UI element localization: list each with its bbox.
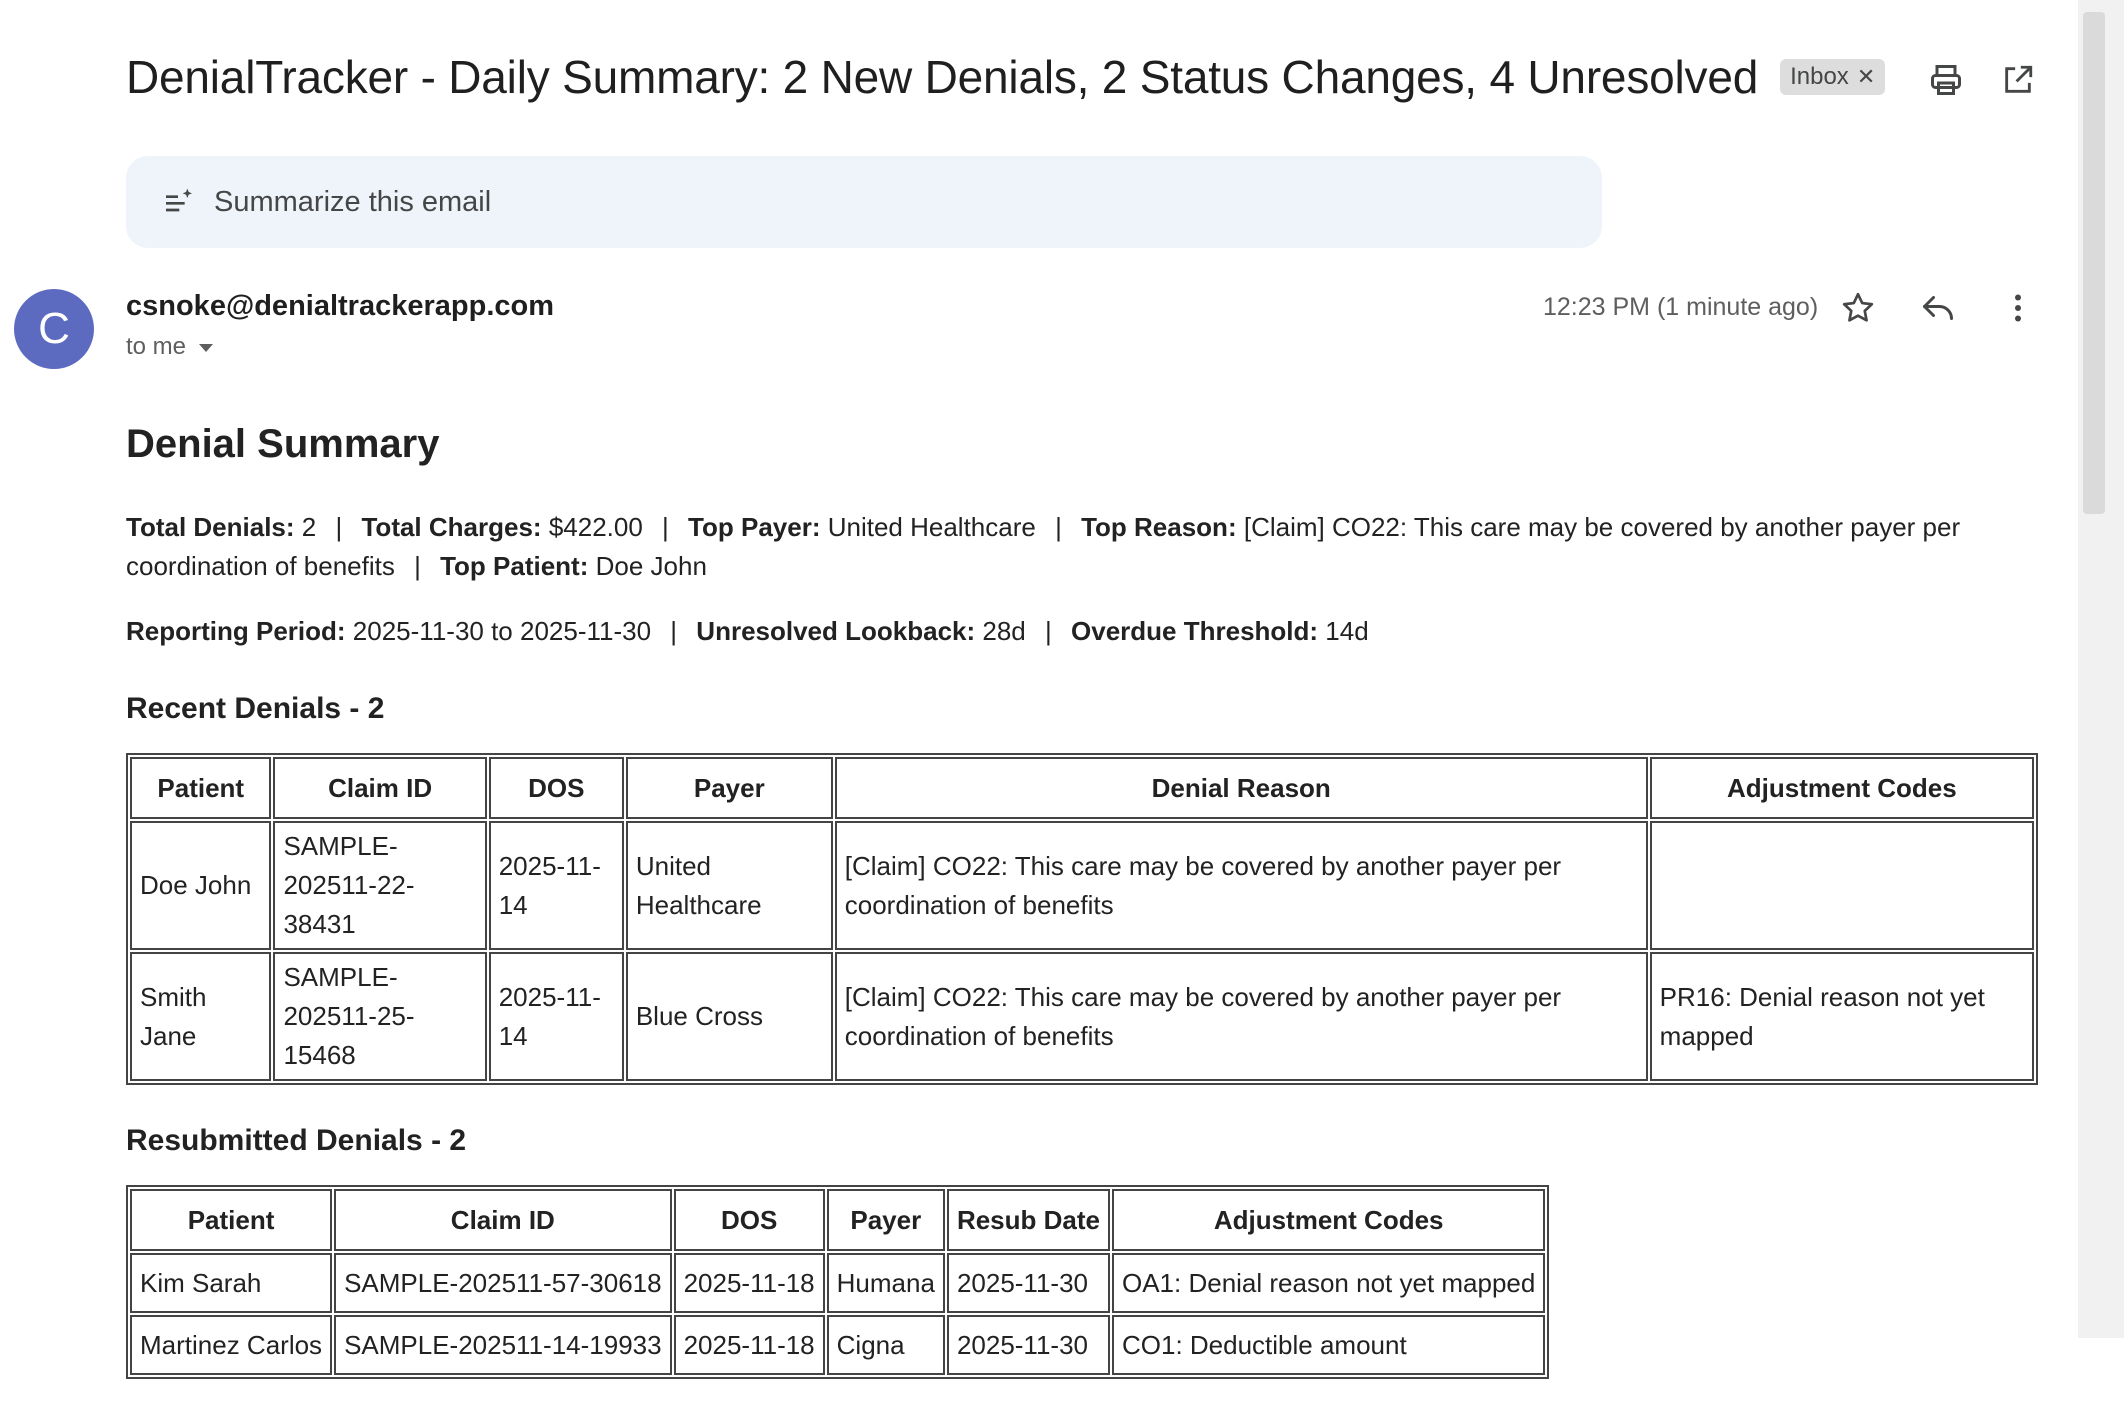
- overdue-threshold-value: 14d: [1325, 616, 1369, 646]
- table-cell: SAMPLE-202511-25-15468: [273, 952, 486, 1081]
- separator: |: [662, 512, 669, 542]
- star-outline-icon[interactable]: [1836, 286, 1880, 330]
- table-header-row: [130, 757, 2034, 819]
- separator: |: [670, 616, 678, 646]
- table-row: [130, 952, 2034, 1081]
- reporting-period-label: Reporting Period:: [126, 616, 346, 646]
- summary-stats: [126, 508, 2036, 586]
- table-row: [130, 1315, 1545, 1375]
- more-vert-icon[interactable]: [1996, 286, 2040, 330]
- column-header: Adjustment Codes: [1650, 757, 2034, 819]
- recipient-label: to me: [126, 333, 187, 360]
- overdue-threshold-label: Overdue Threshold:: [1071, 616, 1319, 646]
- print-icon[interactable]: [1924, 58, 1968, 102]
- reporting-period-value: 2025-11-30 to 2025-11-30: [352, 616, 652, 646]
- caret-down-icon: [198, 333, 214, 361]
- table-cell: 2025-11-18: [674, 1253, 825, 1313]
- unresolved-lookback-value: 28d: [982, 616, 1026, 646]
- table-cell: SAMPLE-202511-22-38431: [273, 821, 486, 950]
- column-header: DOS: [489, 757, 624, 819]
- total-denials-value: 2: [301, 512, 317, 542]
- table-cell: Blue Cross: [626, 952, 833, 1081]
- column-header: Resub Date: [947, 1189, 1110, 1251]
- recent-denials-table: [126, 753, 2038, 1085]
- table-cell: CO1: Deductible amount: [1112, 1315, 1545, 1375]
- subject-row: [126, 50, 1885, 104]
- column-header: Adjustment Codes: [1112, 1189, 1545, 1251]
- table-header-row: [130, 1189, 1545, 1251]
- table-cell: OA1: Denial reason not yet mapped: [1112, 1253, 1545, 1313]
- close-icon[interactable]: ✕: [1856, 64, 1876, 89]
- top-patient-value: Doe John: [595, 551, 707, 581]
- column-header: Payer: [827, 1189, 945, 1251]
- column-header: Claim ID: [273, 757, 486, 819]
- email-body: [126, 416, 2036, 1415]
- table-cell: 2025-11-30: [947, 1253, 1110, 1313]
- table-row: [130, 821, 2034, 950]
- resubmitted-denials-table: [126, 1185, 1549, 1379]
- unresolved-lookback-label: Unresolved Lookback:: [696, 616, 976, 646]
- column-header: Patient: [130, 1189, 332, 1251]
- table-cell: 2025-11-14: [489, 952, 624, 1081]
- separator: |: [1045, 616, 1052, 646]
- separator: |: [1055, 512, 1062, 542]
- summarize-label: Summarize this email: [214, 185, 492, 218]
- summarize-email-button[interactable]: [126, 156, 1602, 248]
- sender-email[interactable]: csnoke@denialtrackerapp.com: [126, 290, 555, 322]
- email-timestamp: 12:23 PM (1 minute ago): [1543, 293, 1819, 321]
- table-cell: SAMPLE-202511-14-19933: [334, 1315, 672, 1375]
- top-reason-label: Top Reason:: [1081, 512, 1237, 542]
- table-cell: 2025-11-14: [489, 821, 624, 950]
- table-cell: United Healthcare: [626, 821, 833, 950]
- column-header: DOS: [674, 1189, 825, 1251]
- top-payer-value: United Healthcare: [827, 512, 1036, 542]
- table-cell: Kim Sarah: [130, 1253, 332, 1313]
- inbox-label-chip[interactable]: [1780, 59, 1885, 95]
- total-denials-label: Total Denials:: [126, 512, 295, 542]
- summary-heading: Denial Summary: [126, 422, 440, 466]
- separator: |: [335, 512, 343, 542]
- sparkle-lines-icon: [162, 186, 194, 218]
- column-header: Claim ID: [334, 1189, 672, 1251]
- table-cell: Martinez Carlos: [130, 1315, 332, 1375]
- table-cell: 2025-11-18: [674, 1315, 825, 1375]
- recipient-details-toggle[interactable]: [126, 333, 214, 361]
- table-row: [130, 1253, 1545, 1313]
- email-subject: DenialTracker - Daily Summary: 2 New Denials, 2 Status Changes, 4 Unresolved: [126, 51, 1759, 103]
- reply-icon[interactable]: [1916, 286, 1960, 330]
- column-header: Patient: [130, 757, 271, 819]
- top-reason-value: [Claim] CO22: This care may be covered by another payer per coordination of benefits: [126, 512, 1961, 581]
- scrollbar-thumb[interactable]: [2083, 12, 2105, 514]
- table-cell: [1650, 821, 2034, 950]
- table-cell: Cigna: [827, 1315, 945, 1375]
- table-cell: Doe John: [130, 821, 271, 950]
- column-header: Denial Reason: [835, 757, 1648, 819]
- column-header: Payer: [626, 757, 833, 819]
- label-chip-text: Inbox: [1790, 63, 1849, 90]
- table-cell: [Claim] CO22: This care may be covered by another payer per coordination of benefits: [835, 821, 1648, 950]
- total-charges-label: Total Charges:: [361, 512, 542, 542]
- recent-denials-title: Recent Denials - 2: [126, 692, 385, 725]
- open-in-new-icon[interactable]: [1996, 58, 2040, 102]
- table-cell: SAMPLE-202511-57-30618: [334, 1253, 672, 1313]
- top-patient-label: Top Patient:: [440, 551, 589, 581]
- reporting-info: [126, 612, 2036, 651]
- table-cell: Humana: [827, 1253, 945, 1313]
- table-cell: Smith Jane: [130, 952, 271, 1081]
- avatar[interactable]: C: [14, 289, 94, 369]
- table-cell: [Claim] CO22: This care may be covered by another payer per coordination of benefits: [835, 952, 1648, 1081]
- resubmitted-denials-title: Resubmitted Denials - 2: [126, 1124, 467, 1157]
- separator: |: [414, 551, 421, 581]
- table-cell: 2025-11-30: [947, 1315, 1110, 1375]
- top-payer-label: Top Payer:: [688, 512, 821, 542]
- total-charges-value: $422.00: [548, 512, 643, 542]
- table-cell: PR16: Denial reason not yet mapped: [1650, 952, 2034, 1081]
